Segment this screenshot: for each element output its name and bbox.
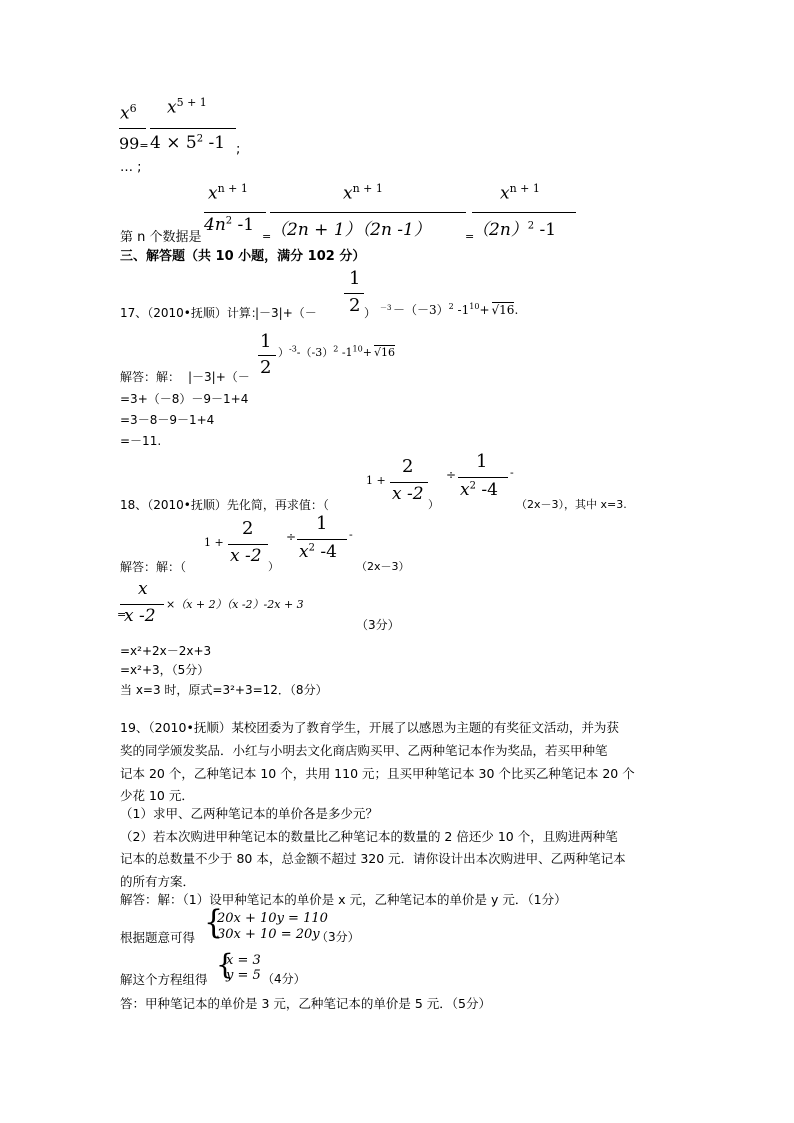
q17-frac-num: 1	[349, 268, 361, 289]
q18-close-paren: ）	[428, 498, 439, 511]
frac-bar	[119, 128, 146, 129]
q18-s1-eq: =	[117, 608, 127, 621]
f1-denominator: $4n^2$ -1	[204, 215, 255, 235]
q17-exp-neg3: －3	[380, 304, 392, 312]
q19-sol-eq1: x = 3	[226, 953, 261, 968]
section-title: 三、解答题（共 10 小题，满分 102 分）	[120, 249, 366, 264]
q18-ans-div: ÷	[286, 530, 297, 544]
q17-step1: =3+（－8）－9－1+4	[120, 392, 249, 406]
q18-ans-dash: -	[349, 528, 353, 541]
q17-ans-expr-tail: ）$^{-3}-(-3)^2$ $-1^{10}+ √16$	[278, 344, 395, 359]
frac-bar	[472, 212, 576, 213]
q18-frac2-den: $x^2$ -4	[460, 480, 498, 500]
frac-x51-numerator: $x^{5 + 1}$	[167, 96, 207, 118]
q18-tail: （2x－3），其中 x=3.	[516, 498, 627, 511]
q17-ans-expr-start: |－3|+（－	[188, 370, 250, 384]
q17-expr-rest: $-(-3)^2$ $-1^{10}+ √16$.	[393, 302, 519, 317]
q18-ans-frac2-num: 1	[316, 513, 328, 534]
q19-line2: 奖的同学颁发奖品．小红与小明去文化商店购买甲、乙两种笔记本作为奖品，若买甲种笔	[120, 743, 608, 758]
q17-ans-frac-den: 2	[260, 357, 272, 378]
q19-line1: 19、（2010•抚顺）某校团委为了教育学生，开展了以感恩为主题的有奖征文活动，并为获	[120, 720, 619, 735]
q17-ans-frac-num: 1	[260, 331, 272, 352]
q17-expr-start: |－3|+（－	[255, 306, 317, 320]
f2-numerator: $x^{n + 1}$	[343, 182, 383, 204]
q18-div-sign: ÷	[446, 468, 457, 482]
q18-ans-frac1-den: x -2	[230, 546, 262, 566]
q19-sys-eq2: 30x + 10 = 20y	[217, 927, 320, 942]
q17-ans-label: 解答：解：	[120, 370, 181, 384]
left-brace-icon: {	[216, 948, 234, 981]
frac-den-4x5: $4 \times 5^2$ -1	[150, 133, 226, 153]
frac-bar	[120, 604, 164, 605]
q19-sol-eq2: y = 5	[226, 968, 261, 983]
q19-solution-label: 解这个方程组得	[120, 972, 208, 987]
q19-question1: （1）求甲、乙两种笔记本的单价各是多少元？	[120, 806, 378, 821]
q18-frac2-num: 1	[476, 451, 488, 472]
q18-s1-den: x -2	[124, 606, 156, 626]
q18-s1-rest: ×（x + 2）（x -2）-2x + 3	[166, 598, 304, 611]
q18-ans-frac2-den: $x^2$ -4	[299, 542, 337, 562]
q19-answer1: 解答：解：（1）设甲种笔记本的单价是 x 元，乙种笔记本的单价是 y 元．（1分）	[120, 892, 567, 907]
frac-bar	[228, 544, 268, 545]
q18-ans-tail: （2x－3）	[356, 560, 410, 573]
q19-sys-eq1: 20x + 10y = 110	[217, 911, 328, 926]
frac-bar	[258, 355, 276, 356]
left-brace-icon: {	[204, 903, 224, 942]
frac-bar	[344, 293, 364, 294]
q19-question2a: （2）若本次购进甲种笔记本的数量比乙种笔记本的数量的 2 倍还少 10 个，且购进两种笔	[120, 829, 618, 844]
q19-line4: 少花 10 元．	[120, 788, 194, 803]
q17-step2: =3－8－9－1+4	[120, 413, 215, 427]
frac-bar	[297, 539, 347, 540]
frac-x6-numerator: $x^6$	[120, 102, 137, 124]
frac-99-denominator: 99=	[119, 134, 149, 153]
q18-s4: 当 x=3 时，原式=3²+3=12．（8分）	[120, 683, 328, 697]
q19-sys-score: （3分）	[316, 930, 360, 944]
q18-frac1-den: x -2	[392, 484, 424, 504]
q18-dash: -	[510, 466, 514, 479]
f1-numerator: $x^{n + 1}$	[208, 182, 248, 204]
q17-step3: =－11.	[120, 434, 162, 448]
q17-frac-den: 2	[349, 295, 361, 316]
q18-s2: =x²+2x－2x+3	[120, 644, 212, 658]
f3-numerator: $x^{n + 1}$	[500, 182, 540, 204]
q19-question2b: 记本的总数量不少于 80 本，总金额不超过 320 元．请你设计出本次购进甲、乙两种笔记本	[120, 851, 626, 866]
q19-final-answer: 答：甲种笔记本的单价是 3 元，乙种笔记本的单价是 5 元．（5分）	[120, 996, 492, 1011]
q18-ans-label: 解答：解：（	[120, 560, 187, 574]
q19-system-label: 根据题意可得	[120, 930, 196, 945]
q18-ans-close: ）	[268, 560, 279, 573]
q18-s3: =x²+3，（5分）	[120, 663, 210, 677]
q19-line3: 记本 20 个，乙种笔记本 10 个，共用 110 元；且买甲种笔记本 30 个比买乙种笔记本 20 个	[120, 766, 635, 781]
q19-question2c: 的所有方案．	[120, 874, 196, 889]
q18-ans-frac1-num: 2	[242, 518, 254, 539]
q17-number: 17、（2010•抚顺）计算：	[120, 306, 263, 320]
ellipsis: … ;	[120, 160, 142, 175]
equals-sign: =	[262, 230, 272, 243]
q18-number: 18、（2010•抚顺）先化简，再求值：（	[120, 498, 329, 512]
q18-frac1-num: 2	[402, 456, 414, 477]
frac-bar	[150, 128, 236, 129]
nth-data-label: 第 n 个数据是	[120, 230, 202, 245]
q18-s1-score: （3分）	[356, 618, 400, 632]
q17-paren: ）	[364, 306, 377, 320]
frac-bar	[458, 477, 508, 478]
q18-one-plus: 1 +	[366, 474, 386, 487]
q19-sol-score: （4分）	[262, 972, 306, 986]
frac-bar	[390, 482, 428, 483]
f3-denominator: $(2n)^2$ -1	[472, 220, 557, 240]
equals-sign: =	[465, 230, 475, 243]
f2-denominator: （2n + 1）（2n -1）	[270, 220, 431, 240]
frac-bar	[204, 212, 266, 213]
q18-s1-num: x	[138, 579, 148, 599]
q18-ans-one-plus: 1 +	[204, 536, 224, 549]
frac-bar	[270, 212, 466, 213]
semicolon: ;	[236, 142, 241, 157]
